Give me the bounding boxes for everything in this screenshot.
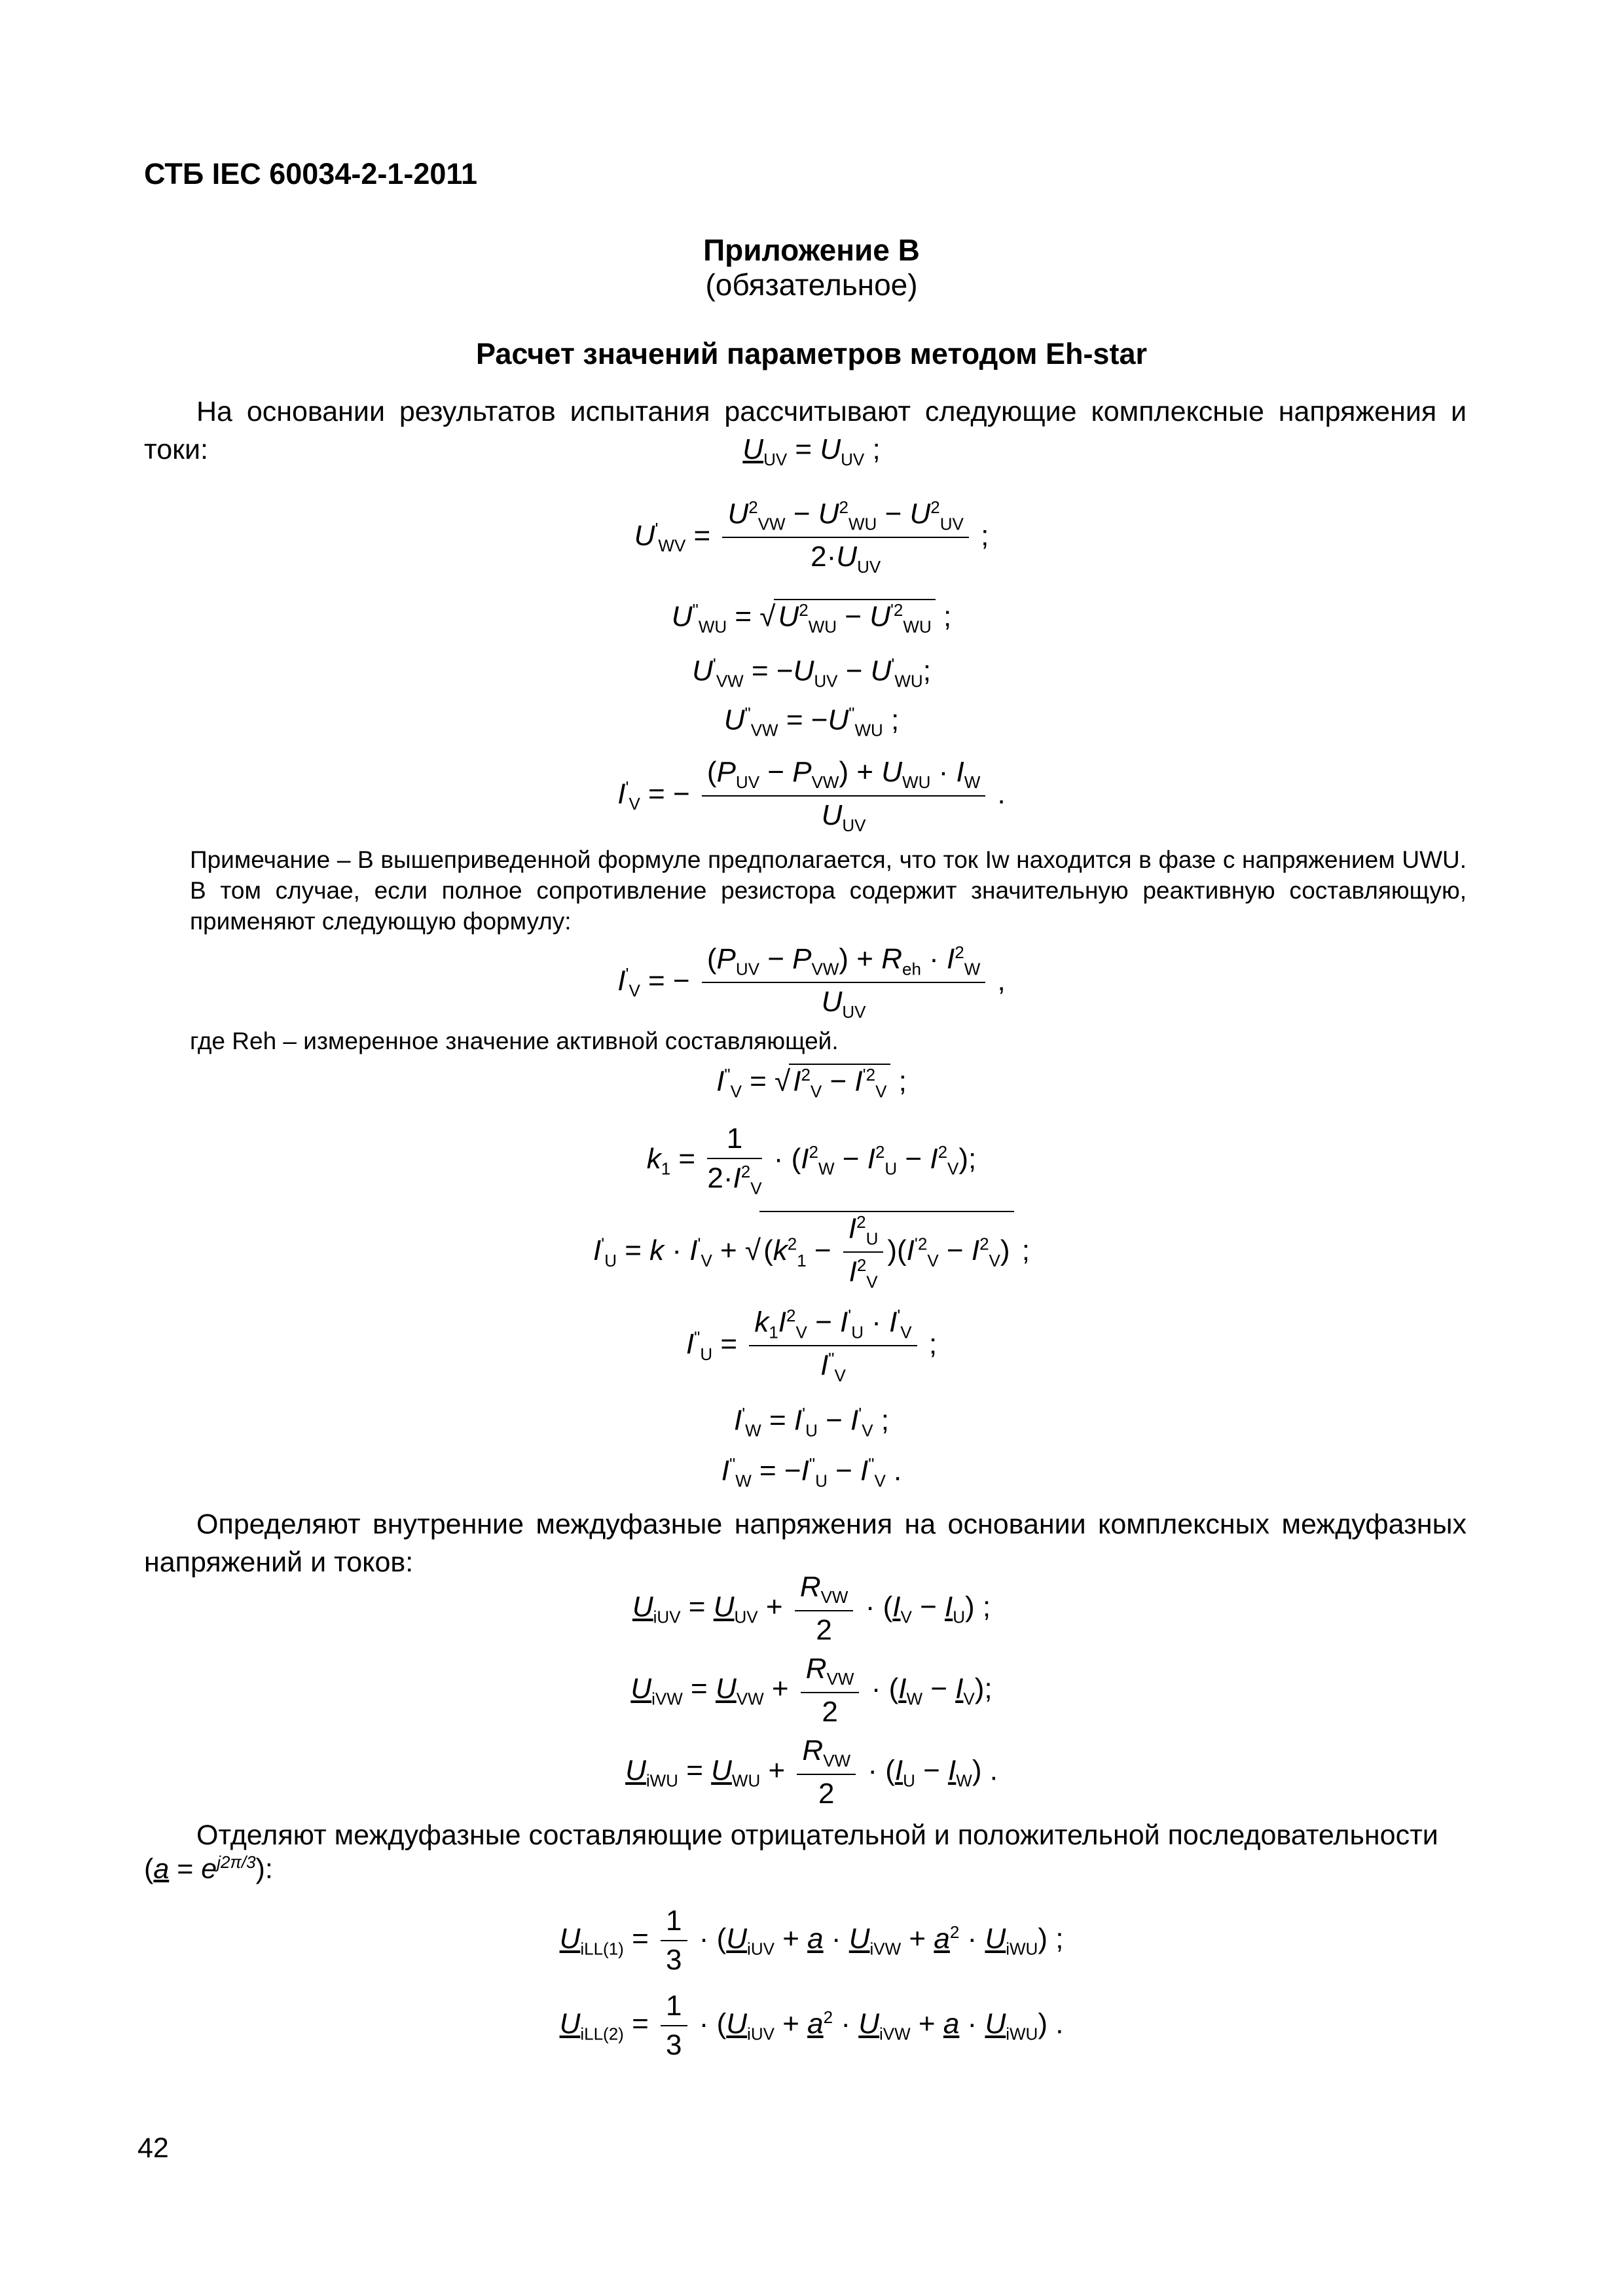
where-text: где Reh – измеренное значение активной составляющей. [190,1028,839,1054]
formula-7: $I'_V$ = − $\frac{(P_{UV} - P_{VW}) + R_{eh} \cdot I^2_W}{U_{UV}}$ , [617,942,1006,1022]
paragraph-sequence: Отделяют междуфазные составляющие отрицательной и положительной последовательности [196,1820,1438,1851]
annex-status: (обязательное) [705,268,918,302]
formula-2: $U'_{WV}$ = $\frac{U^2_{VW} - U^2_{WU} - U^2_{UV}}{2\cdot U_{UV}}$ ; [634,497,989,577]
formula-6: $I'_V$ = − $\frac{(P_{UV} - P_{VW}) + U_{WU} \cdot I_W}{U_{UV}}$ . [617,756,1006,835]
formula-8: $I^"_V = √I^2_V - I^{'2}_V$ ; [716,1065,907,1102]
page-number: 42 [137,2132,169,2164]
note-text: Примечание – В вышеприведенной формуле предполагается, что ток Iw находится в фазе с напряжением UWU. В том случае, если полное сопротивление резистора содержит значительную реактивную составляющую, применяют следующую формулу: [190,846,1467,935]
annex-title: Приложение В [703,233,920,267]
formula-5: $U^"_{VW} = -U^"_{WU}$ ; [723,704,900,740]
formula-18: $U_{iLL(1)}$ = $\frac{1}{3}$ · $(U_{iUV} + a \cdot U_{iVW} + a^2 \cdot U_{iWU})$ ; [559,1905,1064,1976]
formula-11: $I^"_U$ = $\frac{k_1I^2_V - I'_U \cdot I'_V}{I^"_V}$ ; [685,1306,938,1386]
paragraph-intro: На основании результатов испытания рассчитывают следующие комплексные напряжения и токи: [144,396,1467,465]
formula-4: $U'_{VW} = -U_{UV} - U'_{WU}$; [692,655,931,691]
formula-19: $U_{iLL(2)}$ = $\frac{1}{3}$ · $(U_{iUV} + a^2 \cdot U_{iVW} + a \cdot U_{iWU})$ . [559,1990,1064,2061]
document-header: СТБ IEC 60034-2-1-2011 [144,157,477,190]
formula-17: $(a = e^{j2\pi/3})$: [144,1852,273,1885]
section-title: Расчет значений параметров методом Eh-star [475,337,1147,370]
formula-10: $I'_U = k \cdot I'_V + √(k^2_1$ − $\frac{I^2_U}{I^2_V}$ )$(I^{'2}_V - I^2_V)$ ; [593,1212,1030,1292]
paragraph-internal-voltages: Определяют внутренние междуфазные напряжения на основании комплексных междуфазных напряжений и токов: [144,1509,1467,1578]
formula-12: $I'_W = I'_U - I'_V$ ; [733,1404,890,1441]
formula-1: $U_{UV} = U_{UV}$ ; [742,433,881,469]
formula-16: $U_{iWU} = U_{WU}$ + $\frac{R_{VW}}{2}$ · $(I_U - I_W)$ . [625,1734,998,1810]
formula-14: $U_{iUV} = U_{UV}$ + $\frac{R_{VW}}{2}$ · $(I_V - I_U)$ ; [632,1571,991,1646]
formula-13: $I^"_W = -I^"_U - I^"_V$ . [721,1454,902,1491]
formula-3: $U^"_{WU} = √U^2_{WU} - U^{'2}_{WU}$ ; [671,600,952,637]
formula-9: $k_1$ = $\frac{1}{2\cdot I^2_V}$ · $(I^2_W - I^2_U - I^2_V)$; [646,1122,977,1198]
formula-15: $U_{iVW} = U_{VW}$ + $\frac{R_{VW}}{2}$ · $(I_W - I_V)$; [630,1653,993,1728]
